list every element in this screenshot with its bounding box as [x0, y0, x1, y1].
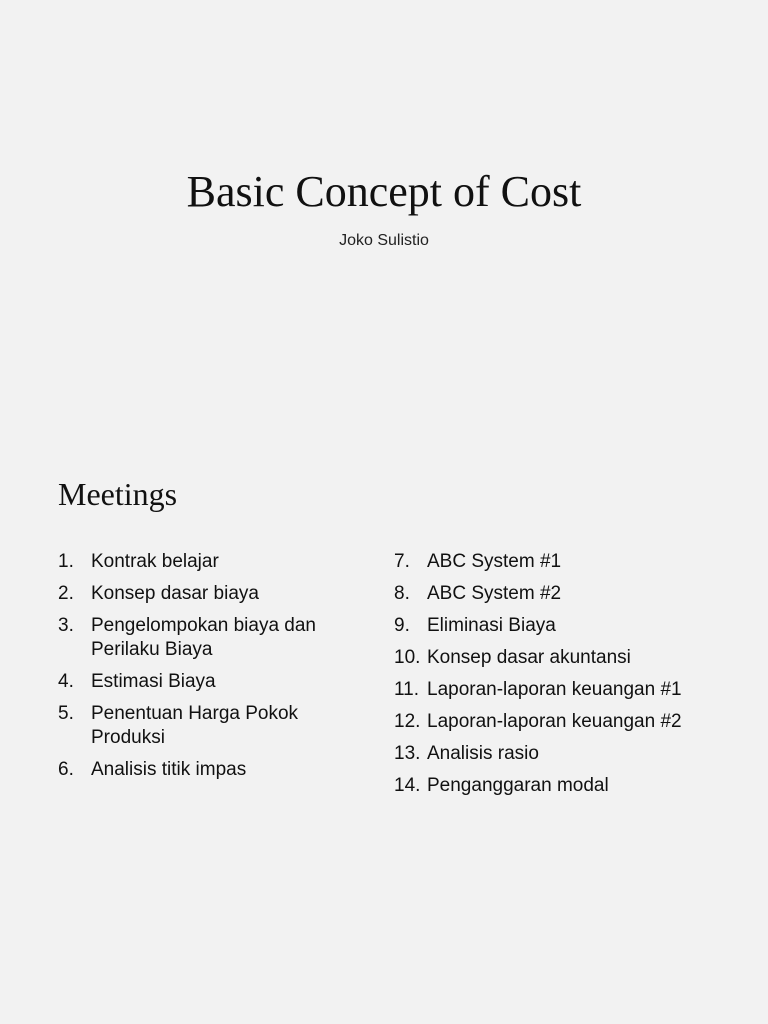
list-item: [58, 550, 348, 574]
slide-title: Basic Concept of Cost: [186, 167, 582, 216]
list-item-number: 12.: [394, 711, 421, 732]
list-item: [58, 758, 348, 782]
slide-subtitle-author: Joko Sulistio: [339, 232, 429, 249]
list-item-number: 10.: [394, 647, 421, 668]
list-item: [394, 614, 734, 638]
meetings-heading: Meetings: [58, 476, 178, 512]
list-item: [394, 742, 734, 766]
list-item: [58, 702, 348, 750]
list-item-text: Penentuan Harga Pokok Produksi: [91, 703, 299, 748]
list-item-text: Analisis rasio: [427, 743, 539, 764]
list-item: [58, 614, 348, 662]
list-item: [394, 582, 734, 606]
list-item: [58, 670, 348, 694]
list-item-number: 9.: [394, 615, 410, 636]
meetings-list-left: [58, 550, 348, 790]
list-item: [394, 710, 734, 734]
list-item-number: 7.: [394, 551, 410, 572]
list-item: [394, 646, 734, 670]
list-item-text: Eliminasi Biaya: [427, 615, 556, 636]
list-item-number: 13.: [394, 743, 421, 764]
list-item-number: 3.: [58, 615, 74, 636]
list-item-text: Analisis titik impas: [91, 759, 247, 780]
list-item-number: 14.: [394, 775, 421, 796]
list-item-number: 8.: [394, 583, 410, 604]
list-item-text: Konsep dasar biaya: [91, 583, 259, 604]
list-item-text: Estimasi Biaya: [91, 671, 216, 692]
list-item: [394, 550, 734, 574]
list-item: [394, 678, 734, 702]
list-item-text: Laporan-laporan keuangan #1: [427, 679, 682, 700]
list-item-text: ABC System #1: [427, 551, 562, 572]
list-item-text: Pengelompokan biaya dan Perilaku Biaya: [91, 615, 317, 660]
list-item-number: 2.: [58, 583, 74, 604]
meetings-list-right: [394, 550, 734, 806]
list-item-text: ABC System #2: [427, 583, 562, 604]
list-item: [58, 582, 348, 606]
list-item-text: Laporan-laporan keuangan #2: [427, 711, 682, 732]
list-item-text: Penganggaran modal: [427, 775, 609, 796]
list-item-text: Kontrak belajar: [91, 551, 219, 572]
list-item-number: 6.: [58, 759, 74, 780]
list-item-text: Konsep dasar akuntansi: [427, 647, 631, 668]
list-item: [394, 774, 734, 798]
list-item-number: 11.: [394, 679, 420, 700]
list-item-number: 5.: [58, 703, 74, 724]
list-item-number: 1.: [58, 551, 74, 572]
list-item-number: 4.: [58, 671, 74, 692]
